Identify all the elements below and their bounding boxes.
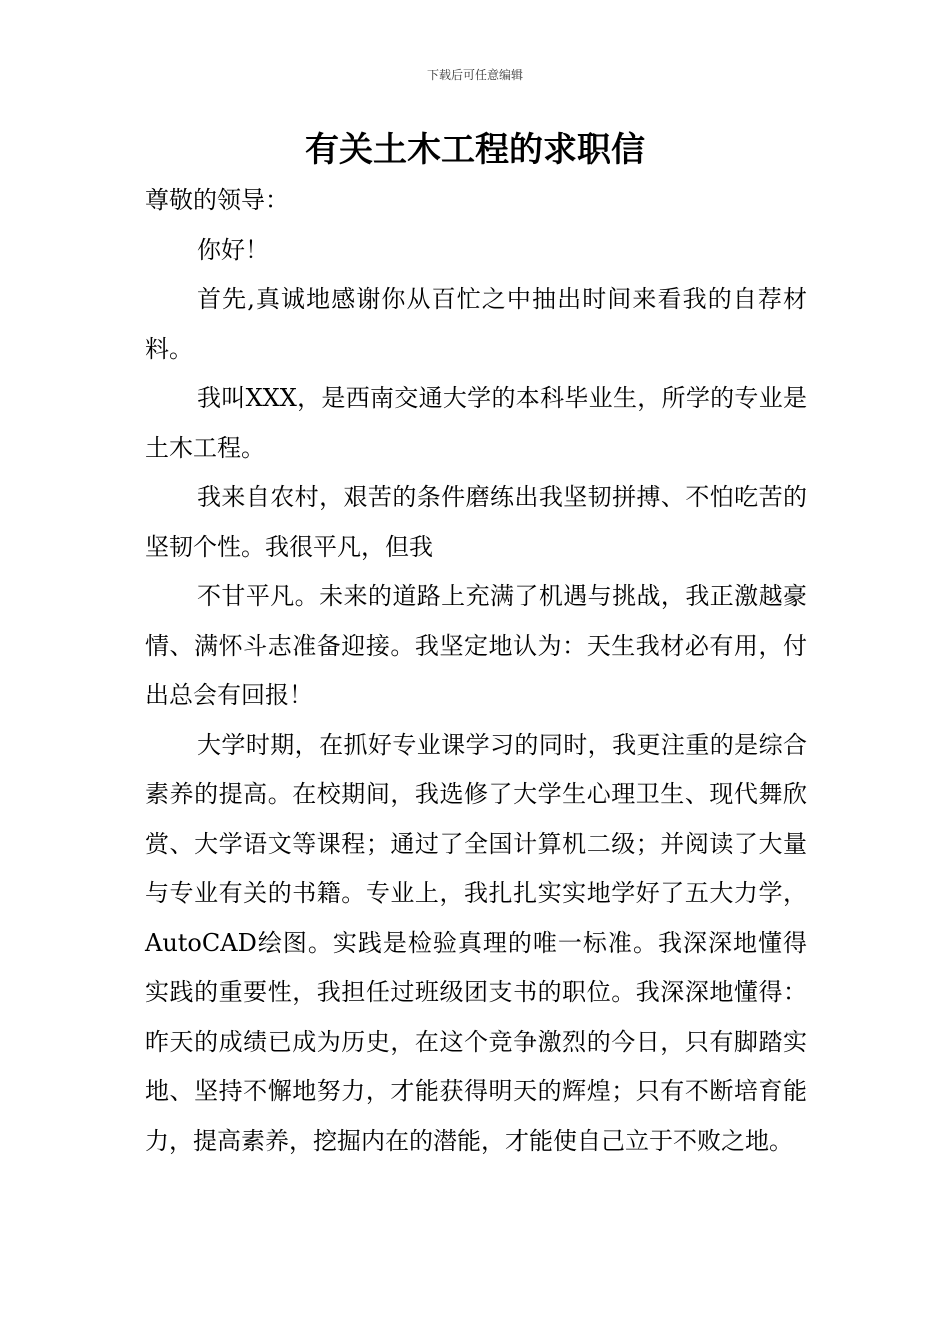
page-title: 有关土木工程的求职信 — [305, 130, 645, 170]
header-note: 下载后可任意编辑 — [426, 68, 523, 82]
letter-body — [145, 176, 807, 1166]
paragraph-introduction: 我叫XXX，是西南交通大学的本科毕业生，所学的专业是土木工程。 — [145, 384, 807, 462]
paragraph-background: 我来自农村，艰苦的条件磨练出我坚韧拼搏、不怕吃苦的坚韧个性。我很平凡，但我 — [145, 483, 807, 561]
paragraph-thanks: 首先,真诚地感谢你从百忙之中抽出时间来看我的自荐材料。 — [145, 285, 807, 363]
paragraph-ambition: 不甘平凡。未来的道路上充满了机遇与挑战，我正激越豪情、满怀斗志准备迎接。我坚定地认为：天生我材必有用，付出总会有回报！ — [145, 582, 807, 709]
paragraph-university: 大学时期，在抓好专业课学习的同时，我更注重的是综合素养的提高。在校期间，我选修了大学生心理卫生、现代舞欣赏、大学语文等课程；通过了全国计算机二级；并阅读了大量与专业有关的书籍。专业上，我扎扎实实地学好了五大力学，AutoCAD绘图。实践是检验真理的唯一标准。我深深地懂得实践的重要性，我担任过班级团支书的职位。我深深地懂得：昨天的成绩已成为历史，在这个竞争激烈的今日，只有脚踏实地、坚持不懈地努力，才能获得明天的辉煌；只有不断培育能力，提高素养，挖掘内在的潜能，才能使自己立于不败之地。 — [145, 730, 807, 1155]
paragraph-greeting: 你好！ — [197, 235, 269, 264]
salutation: 尊敬的领导： — [145, 186, 289, 214]
